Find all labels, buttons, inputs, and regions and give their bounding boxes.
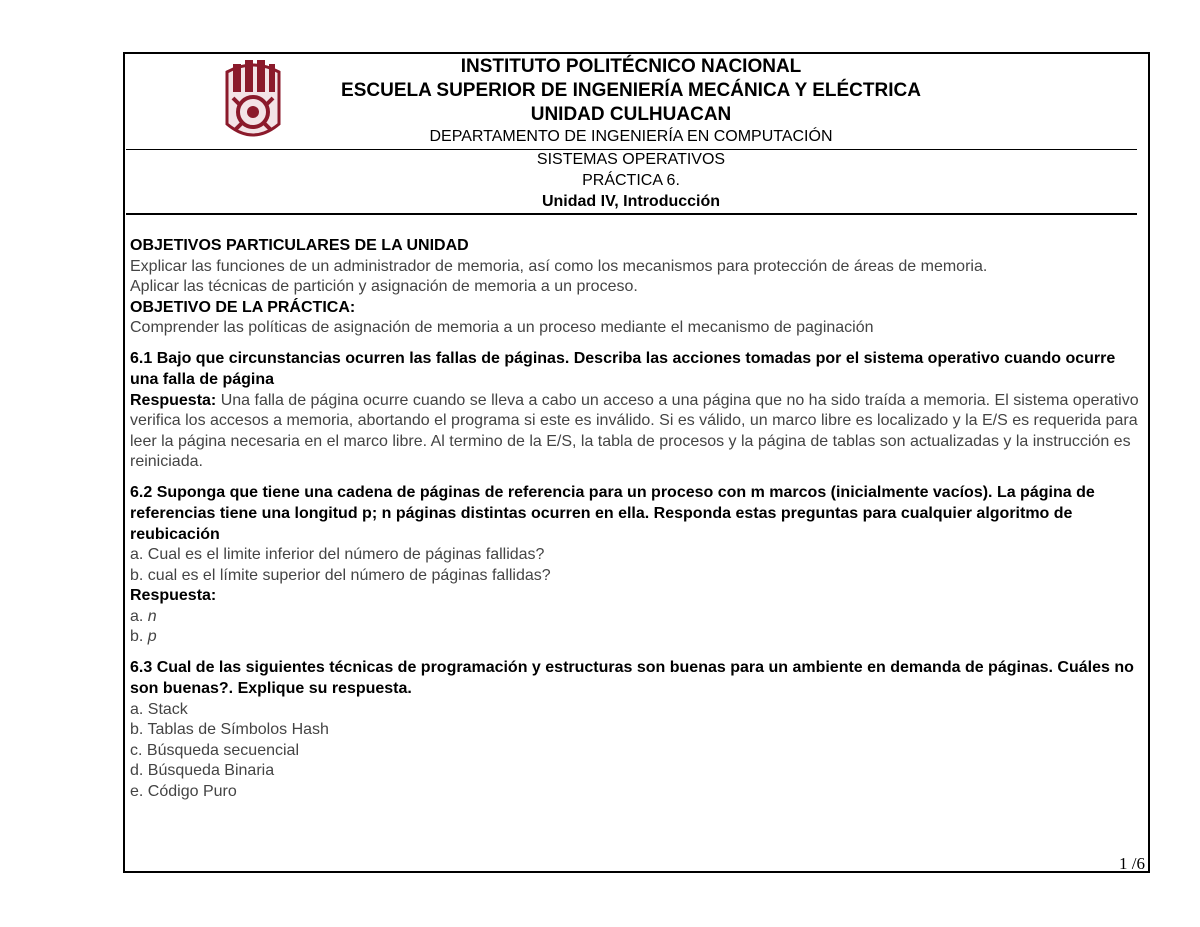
department-title: DEPARTAMENTO DE INGENIERÍA EN COMPUTACIÓN: [429, 128, 833, 145]
institution-title: INSTITUTO POLITÉCNICO NACIONAL: [460, 56, 802, 77]
page-number: 1 /6: [1119, 854, 1145, 873]
question-item: a. Cual es el limite inferior del número de páginas fallidas?: [130, 546, 545, 564]
answer-value: n: [147, 607, 157, 625]
question-item: c. Búsqueda secuencial: [130, 741, 299, 759]
practice-title: PRÁCTICA 6.: [582, 172, 680, 189]
document-body: [130, 236, 1140, 803]
answer-text: Una falla de página ocurre cuando se lleva a cabo un acceso a una página que no ha sido traída a memoria. El sistema operativo verifica los accesos a memoria, abortando el programa si este es inválido. Si es válido, un marco libre es localizado y la E/S es requerida para leer la página necesaria en el marco libre. Al termino de la E/S, la tabla de procesos y la página de tablas son actualizadas y la instrucción es reiniciada.: [130, 391, 1139, 471]
question-6-2: 6.2 Suponga que tiene una cadena de páginas de referencia para un proceso con m marcos (inicialmente vacíos). La página de referencias tiene una longitud p; n páginas distintas ocurren en ella. Responda estas preguntas para cualquier algoritmo de reubicación: [130, 484, 1095, 543]
question-item: b. Tablas de Símbolos Hash: [130, 721, 329, 739]
header-bottom-divider: [126, 213, 1137, 215]
unit-objective-line: Aplicar las técnicas de partición y asignación de memoria a un proceso.: [130, 278, 638, 296]
answer-value: p: [147, 628, 157, 646]
answer-label: Respuesta:: [130, 391, 217, 409]
question-item: a. Stack: [130, 700, 188, 718]
header-divider: [126, 149, 1137, 150]
school-title: ESCUELA SUPERIOR DE INGENIERÍA MECÁNICA Y ELÉCTRICA: [341, 80, 921, 101]
answer-label: Respuesta:: [130, 587, 217, 605]
answer-6-1: [130, 391, 1140, 473]
unit-objective-line: Explicar las funciones de un administrador de memoria, así como los mecanismos para protección de áreas de memoria.: [130, 257, 988, 275]
question-6-1: 6.1 Bajo que circunstancias ocurren las fallas de páginas. Describa las acciones tomadas por el sistema operativo cuando ocurre una falla de página: [130, 350, 1116, 388]
unit-intro-title: Unidad IV, Introducción: [541, 193, 721, 210]
question-6-3: 6.3 Cual de las siguientes técnicas de programación y estructuras son buenas para un ambiente en demanda de páginas. Cuáles no son buenas?. Explique su respuesta.: [130, 659, 1134, 698]
practice-objective-heading: OBJETIVO DE LA PRÁCTICA:: [130, 298, 356, 316]
question-item: d. Búsqueda Binaria: [130, 762, 275, 780]
unit-objectives-heading: OBJETIVOS PARTICULARES DE LA UNIDAD: [130, 237, 469, 254]
answer-prefix: b.: [130, 628, 148, 646]
question-item: b. cual es el límite superior del número de páginas fallidas?: [130, 566, 551, 584]
answer-item: [130, 607, 1140, 628]
answer-item: [130, 627, 1140, 648]
unit-title: UNIDAD CULHUACAN: [530, 104, 732, 125]
subject-title: SISTEMAS OPERATIVOS: [536, 151, 726, 168]
answer-prefix: a.: [130, 607, 148, 625]
practice-objective-text: Comprender las políticas de asignación de memoria a un proceso mediante el mecanismo de paginación: [130, 319, 874, 337]
question-item: e. Código Puro: [130, 783, 237, 801]
